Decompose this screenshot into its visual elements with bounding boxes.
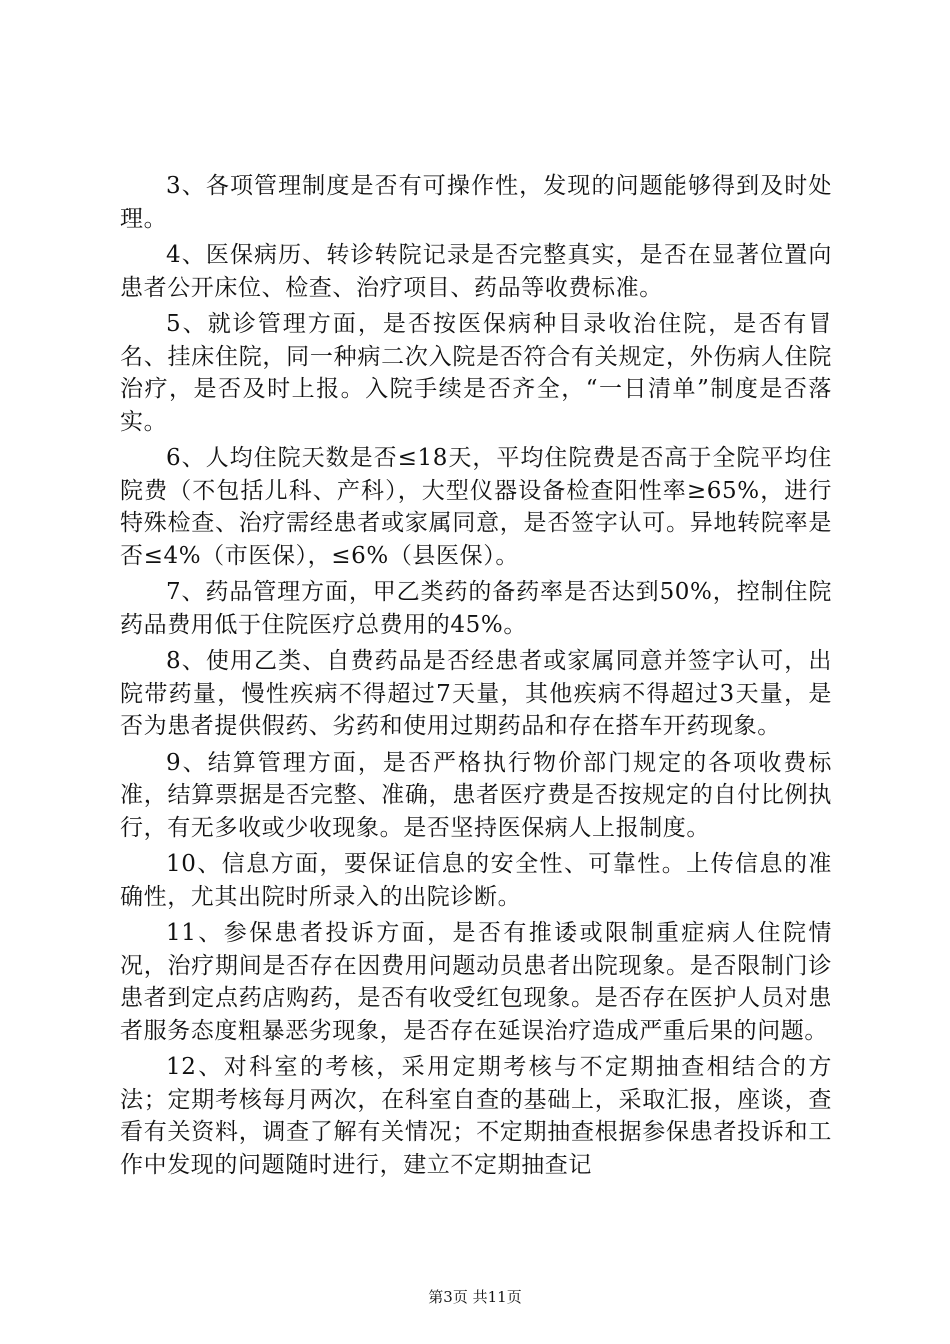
page-number-footer: 第3页 共11页 xyxy=(428,1288,522,1306)
paragraph-item-10: 10、信息方面，要保证信息的安全性、可靠性。上传信息的准确性，尤其出院时所录入的出院诊断。 xyxy=(120,851,832,910)
paragraph-item-12: 12、对科室的考核，采用定期考核与不定期抽查相结合的方法；定期考核每月两次，在科室自查的基础上，采取汇报，座谈，查看有关资料，调查了解有关情况；不定期抽查根据参保患者投诉和工作中发现的问题随时进行，建立不定期抽查记 xyxy=(120,1054,832,1178)
paragraph-item-3: 3、各项管理制度是否有可操作性，发现的问题能够得到及时处理。 xyxy=(120,173,832,232)
paragraph-item-9: 9、结算管理方面，是否严格执行物价部门规定的各项收费标准，结算票据是否完整、准确，患者医疗费是否按规定的自付比例执行，有无多收或少收现象。是否坚持医保病人上报制度。 xyxy=(120,749,832,841)
paragraph-item-6: 6、人均住院天数是否≤18天，平均住院费是否高于全院平均住院费（不包括儿科、产科），大型仪器设备检查阳性率≥65%，进行特殊检查、治疗需经患者或家属同意，是否签字认可。异地转院率是否≤4%（市医保），≤6%（县医保）。 xyxy=(120,445,832,569)
document-body xyxy=(120,170,832,1185)
paragraph-item-4: 4、医保病历、转诊转院记录是否完整真实，是否在显著位置向患者公开床位、检查、治疗项目、药品等收费标准。 xyxy=(120,242,832,301)
paragraph-item-7: 7、药品管理方面，甲乙类药的备药率是否达到50%，控制住院药品费用低于住院医疗总费用的45%。 xyxy=(120,579,832,638)
paragraph-item-5: 5、就诊管理方面，是否按医保病种目录收治住院，是否有冒名、挂床住院，同一种病二次入院是否符合有关规定，外伤病人住院治疗，是否及时上报。入院手续是否齐全，“一日清单”制度是否落实。 xyxy=(120,311,832,435)
paragraph-item-11: 11、参保患者投诉方面，是否有推诿或限制重症病人住院情况，治疗期间是否存在因费用问题动员患者出院现象。是否限制门诊患者到定点药店购药，是否有收受红包现象。是否存在医护人员对患者服务态度粗暴恶劣现象，是否存在延误治疗造成严重后果的问题。 xyxy=(120,920,832,1044)
paragraph-item-8: 8、使用乙类、自费药品是否经患者或家属同意并签字认可，出院带药量，慢性疾病不得超过7天量，其他疾病不得超过3天量，是否为患者提供假药、劣药和使用过期药品和存在搭车开药现象。 xyxy=(120,648,832,739)
